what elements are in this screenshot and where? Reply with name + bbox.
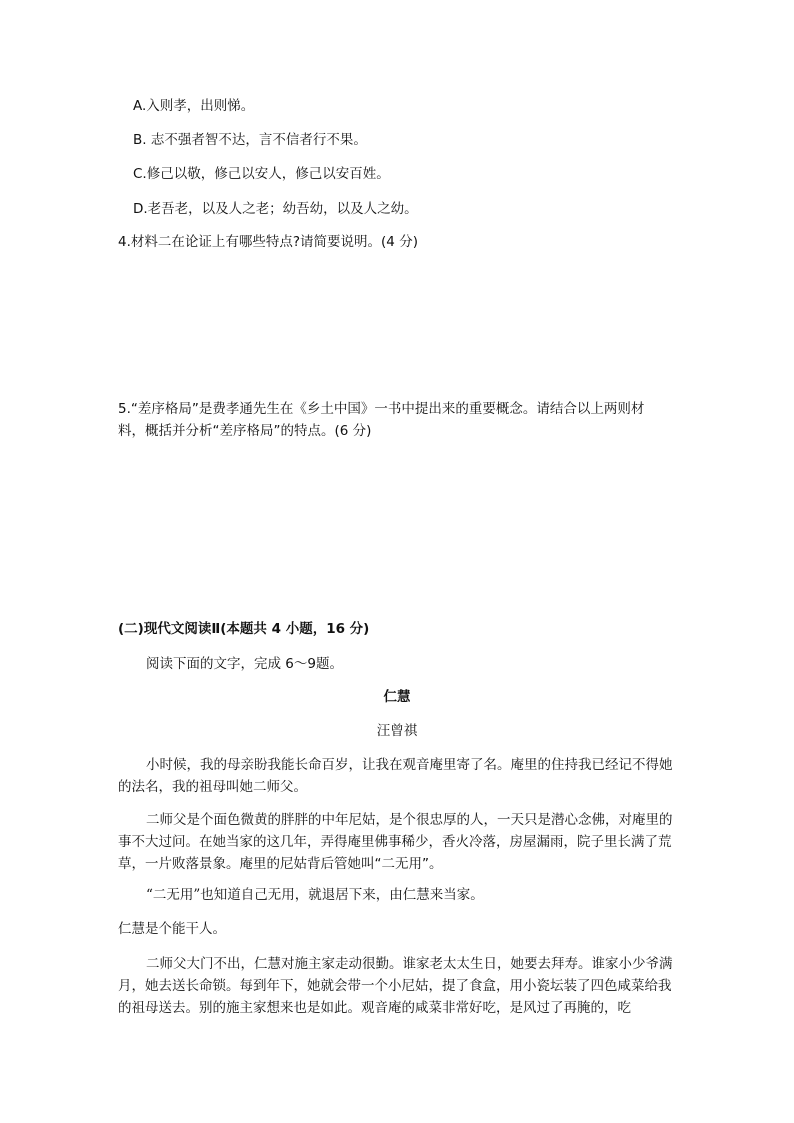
article-title: 仁慧 (383, 689, 411, 705)
article-author: 汪曾祺 (376, 723, 418, 739)
paragraph-4: 仁慧是个能干人。 (118, 921, 226, 937)
option-c: C.修己以敬，修己以安人，修己以安百姓。 (133, 166, 390, 182)
section-heading: (二)现代文阅读Ⅱ(本题共 4 小题，16 分) (118, 621, 370, 637)
section-instruction: 阅读下面的文字，完成 6～9题。 (146, 656, 343, 672)
option-b: B. 志不强者智不达，言不信者行不果。 (133, 132, 367, 148)
question-5-line-2: 料，概括并分析“差序格局”的特点。(6 分) (118, 423, 372, 439)
option-a: A.入则孝，出则悌。 (133, 98, 255, 114)
paragraph-1: 小时候，我的母亲盼我能长命百岁，让我在观音庵里寄了名。庵里的住持我已经记不得她的法名，我的祖母叫她二师父。 (118, 757, 673, 795)
question-4: 4.材料二在论证上有哪些特点?请简要说明。(4 分) (118, 234, 418, 250)
paragraph-3: “二无用”也知道自己无用，就退居下来，由仁慧来当家。 (146, 887, 484, 903)
paragraph-2: 二师父是个面色微黄的胖胖的中年尼姑，是个很忠厚的人，一天只是潜心念佛，对庵里的事不大过问。在她当家的这几年，弄得庵里佛事稀少，香火冷落，房屋漏雨，院子里长满了荒草，一片败落景象。庵里的尼姑背后管她叫“二无用”。 (118, 812, 673, 872)
paragraph-5: 二师父大门不出，仁慧对施主家走动很勤。谁家老太太生日，她要去拜寿。谁家小少爷满月，她去送长命锁。每到年下，她就会带一个小尼姑，提了食盒，用小瓷坛装了四色咸菜给我的祖母送去。别的施主家想来也是如此。观音庵的咸菜非常好吃，是风过了再腌的，吃 (118, 956, 673, 1016)
option-d: D.老吾老，以及人之老；幼吾幼，以及人之幼。 (133, 201, 418, 217)
question-5-line-1: 5.“差序格局”是费孝通先生在《乡土中国》一书中提出来的重要概念。请结合以上两则材 (118, 401, 645, 417)
